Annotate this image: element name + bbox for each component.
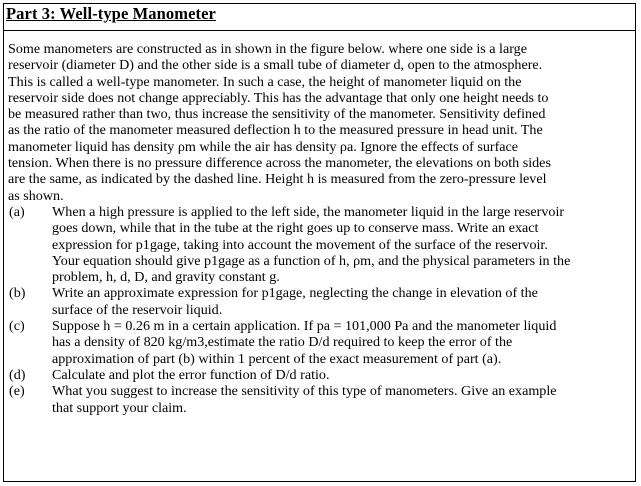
question-line: problem, h, d, D, and gravity constant g. <box>52 269 280 286</box>
question-line: Suppose h = 0.26 m in a certain application. If pa = 101,000 Pa and the manometer liquid <box>52 318 557 335</box>
question-label: (c) <box>9 318 25 335</box>
question-label: (a) <box>9 203 25 220</box>
intro-line: reservoir side does not change appreciably. This has the advantage that only one height needs to <box>8 89 549 106</box>
intro-line: are the same, as indicated by the dashed line. Height h is measured from the zero-pressure level <box>8 171 547 188</box>
intro-line: Some manometers are constructed as in shown in the figure below. where one side is a large <box>8 41 527 57</box>
problem-body <box>8 41 632 416</box>
intro-line: as shown. <box>8 187 64 204</box>
intro-line: This is called a well-type manometer. In such a case, the height of manometer liquid on the <box>8 73 522 90</box>
section-title: Part 3: Well-type Manometer <box>6 4 216 23</box>
title-divider <box>3 30 636 31</box>
intro-line: manometer liquid has density ρm while the air has density ρa. Ignore the effects of surface <box>8 138 519 155</box>
question-line: When a high pressure is applied to the left side, the manometer liquid in the large reservoir <box>52 203 565 220</box>
intro-line: as the ratio of the manometer measured deflection h to the measured pressure in head unit. The <box>8 122 543 139</box>
question-line: that support your claim. <box>52 399 187 416</box>
question-a <box>8 204 632 285</box>
question-line: Your equation should give p1gage as a function of h, ρm, and the physical parameters in the <box>52 252 571 269</box>
question-line: What you suggest to increase the sensitivity of this type of manometers. Give an example <box>52 383 557 400</box>
question-line: goes down, while that in the tube at the right goes up to conserve mass. Write an exact <box>52 220 539 237</box>
intro-line: reservoir (diameter D) and the other side is a small tube of diameter d, open to the atmosphere. <box>8 57 543 74</box>
question-d <box>8 367 632 383</box>
question-line: Write an approximate expression for p1gage, neglecting the change in elevation of the <box>52 285 538 302</box>
question-line: expression for p1gage, taking into account the movement of the surface of the reservoir. <box>52 236 548 253</box>
question-line: approximation of part (b) within 1 percent of the exact measurement of part (a). <box>52 350 502 367</box>
question-line: Calculate and plot the error function of D/d ratio. <box>52 366 330 383</box>
question-line: has a density of 820 kg/m3,estimate the ratio D/d required to keep the error of the <box>52 334 513 351</box>
intro-line: be measured rather than two, thus increase the sensitivity of the manometer. Sensitivity defined <box>8 106 546 123</box>
question-label: (b) <box>9 285 26 302</box>
question-line: surface of the reservoir liquid. <box>52 301 223 318</box>
intro-paragraph <box>8 41 632 204</box>
question-e <box>8 383 632 416</box>
question-c <box>8 318 632 367</box>
question-label: (d) <box>9 366 26 383</box>
question-b <box>8 285 632 318</box>
intro-line: tension. When there is no pressure difference across the manometer, the elevations on both sides <box>8 155 551 172</box>
question-label: (e) <box>9 383 25 400</box>
